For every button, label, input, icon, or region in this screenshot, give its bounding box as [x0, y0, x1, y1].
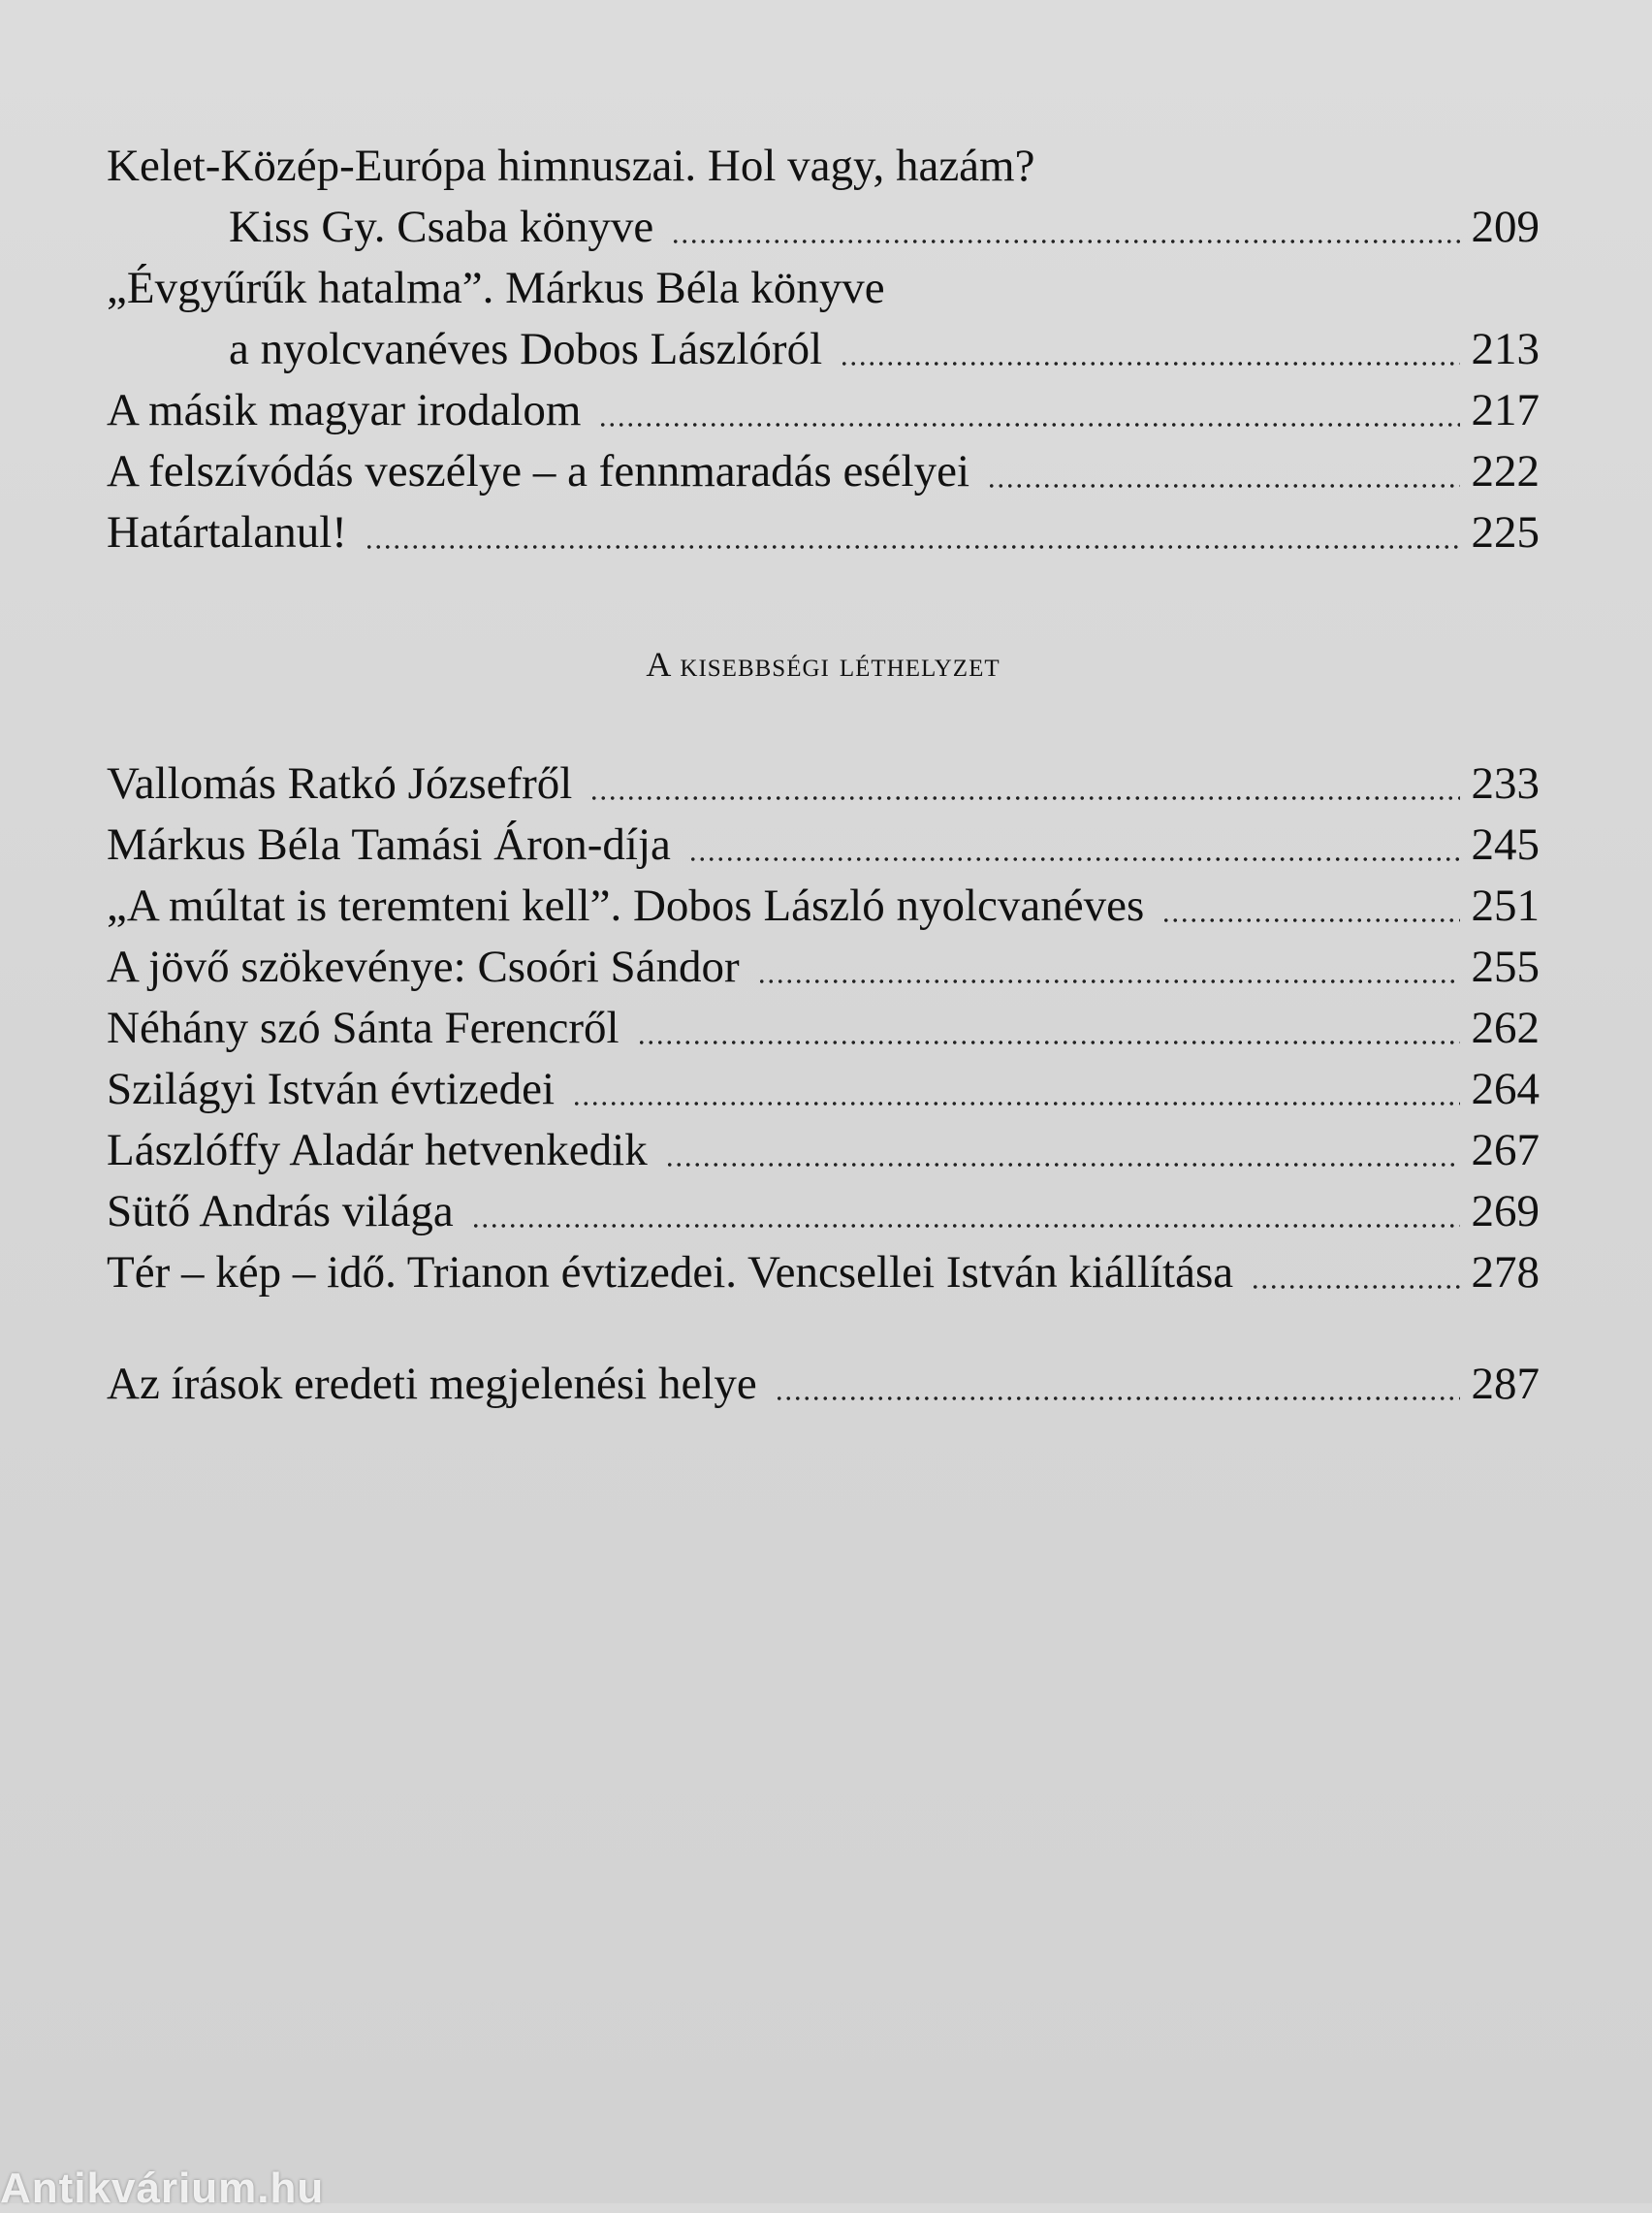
toc-entry	[107, 1059, 1540, 1120]
spacer	[107, 1303, 1540, 1354]
toc-entry-title: A másik magyar irodalom	[107, 385, 582, 435]
toc-entry-title: Kiss Gy. Csaba könyve	[229, 202, 654, 252]
toc-entry-page: 209	[1471, 202, 1540, 252]
dot-leader	[840, 350, 1460, 366]
toc-entry-title: Határtalanul!	[107, 507, 347, 558]
toc-part-2	[107, 754, 1540, 1303]
section-heading-text: A kisebbségi léthelyzet	[646, 645, 1001, 684]
toc-entry-page: 233	[1471, 758, 1540, 809]
toc-entry-title: A felszívódás veszélye – a fennmaradás esélyei	[107, 446, 970, 497]
toc-entry-title: Az írások eredeti megjelenési helye	[107, 1359, 757, 1409]
dot-leader	[589, 785, 1460, 800]
dot-leader	[637, 1029, 1460, 1044]
toc-entry-page: 245	[1471, 819, 1540, 870]
table-of-contents	[107, 136, 1540, 1415]
toc-entry-title: Szilágyi István évtizedei	[107, 1064, 556, 1114]
dot-leader	[1161, 907, 1460, 922]
toc-entry-page: 267	[1471, 1125, 1540, 1175]
toc-entry	[107, 136, 1540, 197]
toc-entry	[107, 815, 1540, 876]
dot-leader	[688, 846, 1460, 861]
toc-entry-title: Sütő András világa	[107, 1186, 454, 1236]
toc-entry-title: a nyolcvanéves Dobos Lászlóról	[229, 324, 823, 374]
toc-entry	[107, 502, 1540, 563]
toc-entry	[107, 197, 1540, 258]
toc-entry-page: 262	[1471, 1003, 1540, 1053]
toc-entry-page: 287	[1471, 1359, 1540, 1409]
toc-entry-title: Márkus Béla Tamási Áron-díja	[107, 819, 671, 870]
toc-entry-page: 278	[1471, 1247, 1540, 1298]
toc-entry-page: 213	[1471, 324, 1540, 374]
toc-entry-title: Kelet-Közép-Európa himnuszai. Hol vagy, hazám?	[107, 141, 1035, 191]
toc-entry	[107, 1354, 1540, 1415]
dot-leader	[471, 1212, 1460, 1228]
watermark: Antikvárium.hu	[0, 2165, 325, 2212]
toc-entry-page: 264	[1471, 1064, 1540, 1114]
toc-entry	[107, 998, 1540, 1059]
dot-leader	[987, 472, 1460, 488]
toc-entry-page: 269	[1471, 1186, 1540, 1236]
toc-entry-page: 217	[1471, 385, 1540, 435]
toc-entry-title: A jövő szökevénye: Csoóri Sándor	[107, 942, 740, 992]
dot-leader	[365, 533, 1460, 549]
dot-leader	[572, 1090, 1460, 1106]
toc-entry-page: 222	[1471, 446, 1540, 497]
toc-entry-title: „Évgyűrűk hatalma”. Márkus Béla könyve	[107, 263, 885, 313]
dot-leader	[671, 228, 1460, 243]
dot-leader	[1251, 1273, 1460, 1289]
toc-entry	[107, 1120, 1540, 1181]
toc-entry	[107, 441, 1540, 502]
toc-entry	[107, 380, 1540, 441]
toc-entry	[107, 876, 1540, 937]
toc-entry	[107, 258, 1540, 319]
dot-leader	[757, 968, 1460, 983]
toc-entry-title: Vallomás Ratkó Józsefről	[107, 758, 573, 809]
dot-leader	[775, 1385, 1460, 1400]
toc-entry-title: Tér – kép – idő. Trianon évtizedei. Vencsellei István kiállítása	[107, 1247, 1234, 1298]
toc-entry	[107, 754, 1540, 815]
toc-entry-page: 225	[1471, 507, 1540, 558]
toc-entry	[107, 937, 1540, 998]
toc-entry-page: 255	[1471, 942, 1540, 992]
dot-leader	[598, 411, 1460, 427]
dot-leader	[665, 1151, 1460, 1167]
toc-entry-title: Néhány szó Sánta Ferencről	[107, 1003, 620, 1053]
toc-entry	[107, 319, 1540, 380]
toc-part-3	[107, 1354, 1540, 1415]
toc-entry-title: „A múltat is teremteni kell”. Dobos László nyolcvanéves	[107, 881, 1145, 931]
toc-entry-title: Lászlóffy Aladár hetvenkedik	[107, 1125, 648, 1175]
section-heading	[107, 643, 1540, 686]
toc-entry	[107, 1242, 1540, 1303]
toc-entry	[107, 1181, 1540, 1242]
toc-entry-page: 251	[1471, 881, 1540, 931]
toc-part-1	[107, 136, 1540, 563]
